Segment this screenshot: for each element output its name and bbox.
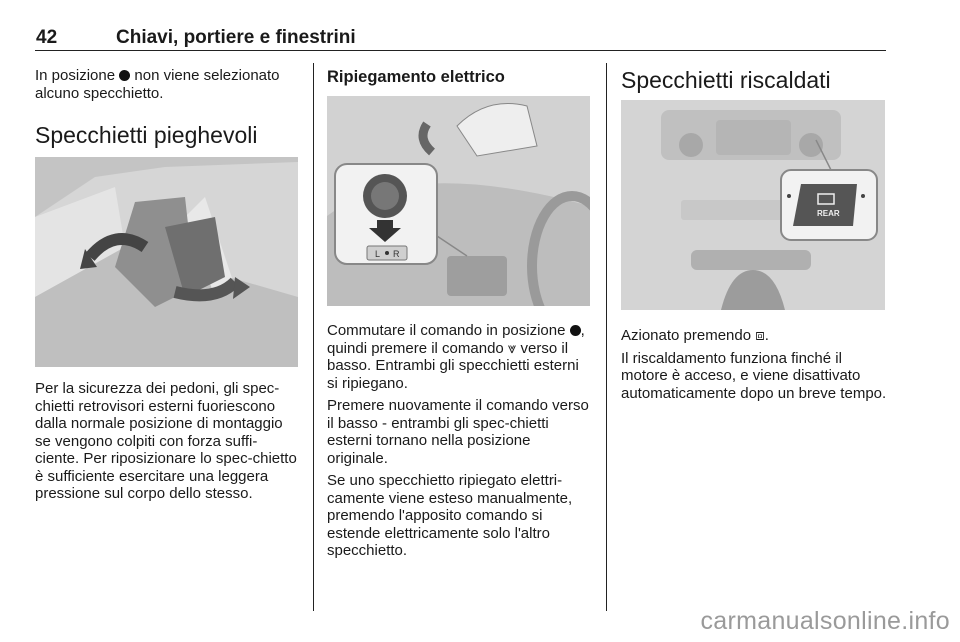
para1-text-start: Commutare il comando in posizione (327, 322, 566, 339)
folding-mirrors-body: Per la sicurezza dei pedoni, gli spec-chietti retrovisori esterni fuoriescono dalla normale posizione di montaggio se vengono colpiti con forza suffi-ciente. Per riposizionare lo spec-chietto è sufficiente esercitare una leggera pressione sul corpo dello stesso. (35, 380, 297, 502)
intro-text-start: In posizione (35, 67, 116, 84)
electric-folding-para-2: Premere nuovamente il comando verso il basso - entrambi gli spec-chietti esterni tornano nella posizione originale. (327, 397, 589, 467)
section-heading-heated-mirrors: Specchietti riscaldati (621, 67, 831, 93)
heated-mirrors-para-2: Il riscaldamento funziona finché il motore è acceso, e viene disattivato automaticamente dopo un breve tempo. (621, 349, 887, 402)
column-1 (35, 67, 301, 102)
bullet-position-icon (119, 70, 130, 81)
section-heading-electric-folding: Ripiegamento elettrico (327, 68, 505, 86)
column-divider-1 (313, 63, 314, 611)
column-divider-2 (606, 63, 607, 611)
header-rule (35, 50, 886, 51)
intro-paragraph (35, 67, 301, 102)
bullet-position-icon (570, 325, 581, 336)
page-number: 42 (36, 27, 58, 48)
switch-right-label: R (393, 249, 400, 259)
electric-folding-illustration (327, 96, 590, 306)
intro-text-end: non viene selezionato alcuno specchietto. (35, 67, 280, 102)
electric-folding-para-1 (327, 322, 593, 392)
watermark: carmanualsonline.info (700, 607, 950, 635)
heated-mirror-illustration (621, 100, 885, 310)
section-heading-folding-mirrors: Specchietti pieghevoli (35, 122, 258, 148)
switch-left-label: L (375, 249, 381, 259)
page-title: Chiavi, portiere e finestrini (116, 27, 356, 48)
para1-text-end: , quindi premere il comando ⩔ verso il basso. Entrambi gli specchietti esterni si ripiegano. (327, 322, 585, 392)
folding-mirror-illustration (35, 157, 298, 367)
rear-button-label: REAR (817, 209, 840, 218)
electric-folding-para-3: Se uno specchietto ripiegato elettri-camente viene esteso manualmente, premendo l'apposito comando si estende elettricamente solo l'altro specchietto. (327, 472, 573, 559)
heated-mirrors-para-1: Azionato premendo ⧈. (621, 327, 769, 344)
